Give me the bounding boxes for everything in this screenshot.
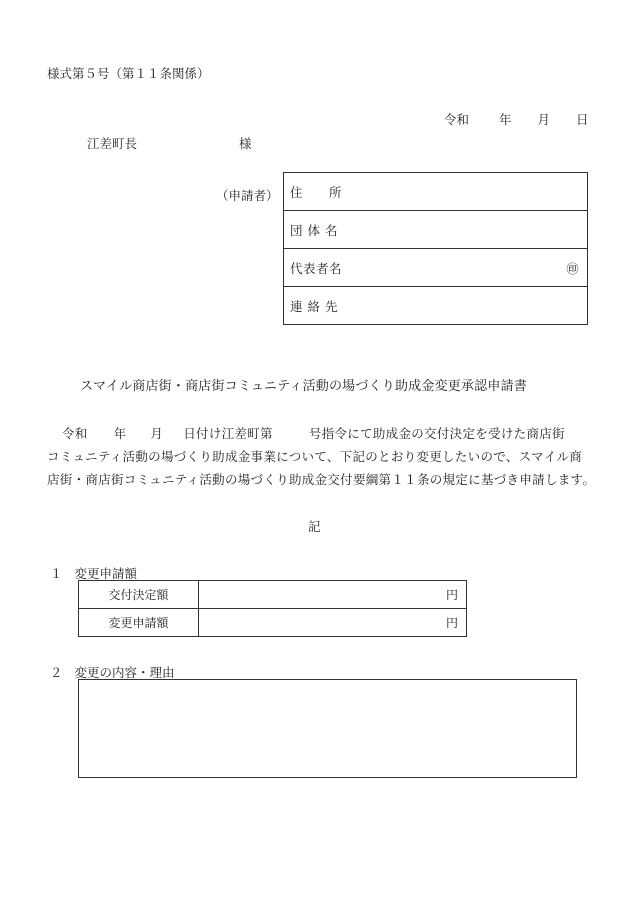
table-row	[284, 211, 588, 249]
table-row	[284, 173, 588, 211]
body-era: 令和	[62, 426, 88, 441]
document-title: スマイル商店街・商店街コミュニティ活動の場づくり助成金変更承認申請書	[80, 379, 527, 394]
yen-unit: 円	[445, 588, 458, 602]
contact-label: 連 絡 先	[290, 298, 338, 314]
contact-field[interactable]	[284, 287, 588, 325]
body-line-1	[62, 424, 565, 442]
representative-name-label: 代表者名	[290, 260, 343, 276]
organization-name-label: 団 体 名	[290, 222, 338, 238]
section-1-title: 変更申請額	[74, 566, 138, 581]
body-line-2: コミュニティ活動の場づくり助成金事業について、下記のとおり変更したいので、スマイル商	[47, 449, 583, 464]
table-row	[284, 249, 588, 287]
amount-table	[78, 580, 467, 637]
yen-unit: 円	[445, 616, 458, 630]
applicant-table	[283, 172, 588, 325]
address-label: 住 所	[290, 184, 343, 200]
change-request-amount-field[interactable]	[199, 609, 467, 637]
date-line	[444, 110, 589, 128]
body-after-month: 日付け江差町第	[183, 426, 273, 441]
body-month: 月	[150, 426, 164, 441]
grant-decision-amount-label: 交付決定額	[79, 581, 199, 609]
date-month: 月	[537, 112, 551, 127]
date-year: 年	[499, 112, 512, 127]
body-line-3: 店街・商店街コミュニティ活動の場づくり助成金交付要綱第１１条の規定に基づき申請します。	[47, 472, 596, 487]
change-details-field[interactable]	[78, 679, 577, 778]
organization-name-field[interactable]	[284, 211, 588, 249]
body-line1-rest: 号指令にて助成金の交付決定を受けた商店街	[308, 426, 565, 441]
table-row	[79, 609, 467, 637]
body-year: 年	[113, 426, 127, 441]
ki-heading: 記	[308, 519, 321, 534]
addressee-name: 江差町長	[87, 136, 138, 151]
date-era: 令和	[444, 112, 470, 127]
addressee-honorific: 様	[239, 136, 252, 151]
applicant-label: （申請者）	[216, 188, 279, 203]
grant-decision-amount-field[interactable]	[199, 581, 467, 609]
date-day: 日	[576, 112, 589, 127]
seal-mark: ㊞	[566, 262, 579, 276]
representative-name-field[interactable]	[284, 249, 588, 287]
table-row	[284, 287, 588, 325]
change-request-amount-label: 変更申請額	[79, 609, 199, 637]
section-2-title: 変更の内容・理由	[74, 665, 175, 680]
form-number: 様式第５号（第１１条関係）	[47, 66, 210, 81]
address-field[interactable]	[284, 173, 588, 211]
table-row	[79, 581, 467, 609]
section-1-number: １	[50, 566, 63, 581]
section-2-number: ２	[50, 665, 63, 680]
